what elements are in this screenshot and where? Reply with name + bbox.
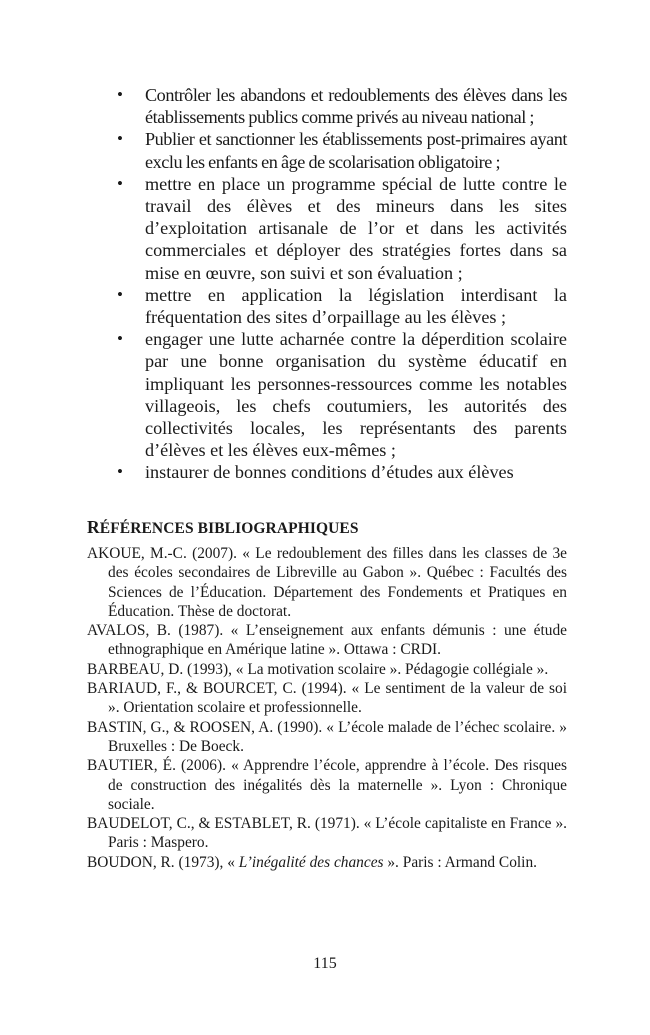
list-item	[115, 128, 567, 172]
references-heading: RÉFÉRENCES BIBLIOGRAPHIQUES	[87, 517, 359, 537]
list-item-text: mettre en application la législation interdisant la fréquentation des sites d’orpaillage au les élèves ;	[145, 284, 567, 328]
bullet-icon: •	[117, 329, 123, 349]
bullet-icon: •	[117, 462, 123, 482]
recommendation-list	[115, 84, 567, 484]
page-number: 115	[313, 955, 337, 972]
bullet-icon: •	[117, 173, 123, 193]
bullet-icon: •	[117, 129, 123, 149]
list-item	[115, 328, 567, 461]
bullet-icon: •	[117, 284, 123, 304]
list-item-text: Publier et sanctionner les établissements post-primaires ayant exclu les enfants en âge de scolarisation obligatoire ;	[145, 129, 567, 172]
reference-entry: BOUDON, R. (1973), « L’inégalité des chances ». Paris : Armand Colin.	[87, 853, 537, 871]
reference-entry: BARIAUD, F., & BOURCET, C. (1994). « Le sentiment de la valeur de soi ». Orientation scolaire et professionnelle.	[87, 680, 567, 717]
bibliography-list	[87, 544, 567, 872]
list-item	[115, 461, 567, 483]
list-item	[115, 84, 567, 128]
reference-entry: BASTIN, G., & ROOSEN, A. (1990). « L’école malade de l’échec scolaire. » Bruxelles : De Boeck.	[87, 718, 567, 755]
reference-entry: BAUDELOT, C., & ESTABLET, R. (1971). « L’école capitaliste en France ». Paris : Maspero.	[87, 815, 567, 852]
reference-entry: BARBEAU, D. (1993), « La motivation scolaire ». Pédagogie collégiale ».	[87, 660, 549, 678]
list-item-text: engager une lutte acharnée contre la déperdition scolaire par une bonne organisation du système éducatif en impliquant les personnes-ressources comme les notables villageois, les chefs coutumiers, les autorités des collectivités locales, les représentants des parents d’élèves et les élèves eux-mêmes ;	[145, 329, 567, 461]
list-item	[115, 284, 567, 328]
list-item-text: Contrôler les abandons et redoublements des élèves dans les établissements publics comme privés au niveau national ;	[145, 85, 567, 128]
list-item	[115, 173, 567, 284]
italic-title: L’inégalité des chances	[238, 853, 384, 871]
bullet-icon: •	[117, 85, 123, 104]
list-item-text: mettre en place un programme spécial de lutte contre le travail des élèves et des mineurs dans les sites d’exploitation artisanale de l’or et dans les activités commerciales et déployer des stratégies fortes dans sa mise en œuvre, son suivi et son évaluation ;	[145, 173, 567, 283]
reference-entry: AVALOS, B. (1987). « L’enseignement aux enfants démunis : une étude ethnographique en Amérique latine ». Ottawa : CRDI.	[87, 622, 567, 659]
reference-entry: AKOUE, M.-C. (2007). « Le redoublement des filles dans les classes de 3e des écoles secondaires de Libreville au Gabon ». Québec : Facultés des Sciences de l’Éducation. Département des Fondements et Pratiques en Éducation. Thèse de doctorat.	[87, 545, 567, 620]
list-item-text: instaurer de bonnes conditions d’études aux élèves	[145, 462, 514, 483]
reference-entry: BAUTIER, É. (2006). « Apprendre l’école, apprendre à l’école. Des risques de construction des inégalités dès la maternelle ». Lyon : Chronique sociale.	[87, 757, 567, 813]
